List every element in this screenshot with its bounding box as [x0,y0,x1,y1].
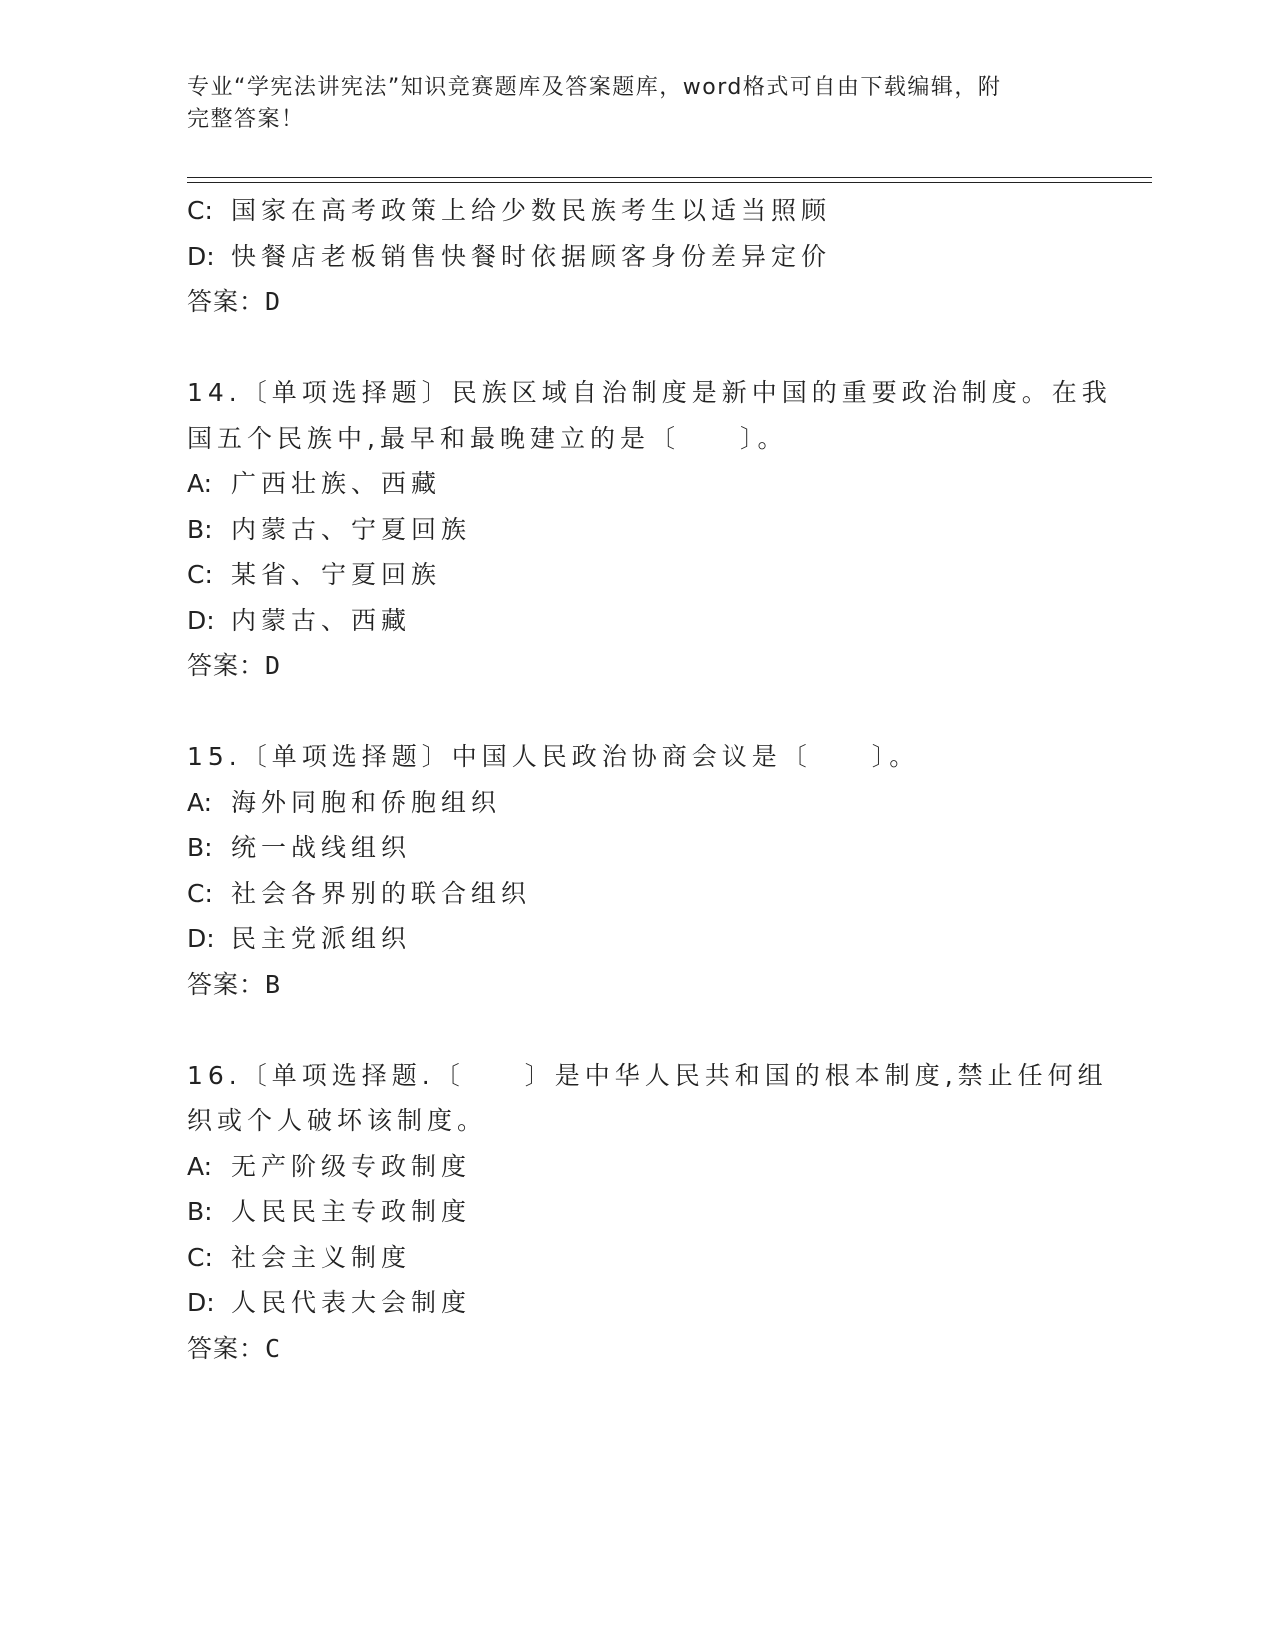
option-b: B: 统一战线组织 [187,833,412,862]
option-c: C: 社会各界别的联合组织 [187,878,532,908]
header-divider-top [187,177,1152,178]
option-b: B: 内蒙古、宁夏回族 [187,514,472,544]
question-stem-cont: 织或个人破坏该制度。 [187,1106,488,1135]
option-d: D: 民主党派组织 [187,924,412,953]
option-d: D: 内蒙古、西藏 [187,605,412,635]
option-c: C: 某省、宁夏回族 [187,560,442,589]
question-15 [187,734,1087,1007]
answer: 答案：D [187,651,282,680]
spacer [187,1007,1087,1053]
answer: 答案：D [187,287,282,316]
option-a: A: 广西壮族、西藏 [187,469,442,498]
document-header [187,72,1087,136]
header-line-1: 专业“学宪法讲宪法”知识竞赛题库及答案题库，word格式可自由下载编辑，附 [187,75,1002,100]
answer: 答案：B [187,969,282,999]
option-d: D: 人民代表大会制度 [187,1288,472,1317]
document-body [187,188,1112,1371]
spacer [187,689,1087,735]
answer: 答案：C [187,1333,282,1363]
option-a: A: 无产阶级专政制度 [187,1151,472,1181]
question-13-tail [187,188,1087,325]
option-a: A: 海外同胞和侨胞组织 [187,787,502,817]
option-d: D: 快餐店老板销售快餐时依据顾客身份差异定价 [187,241,832,271]
option-c: C: 社会主义制度 [187,1242,412,1272]
spacer [187,325,1087,371]
question-stem-cont: 国五个民族中,最早和最晚建立的是〔 〕。 [187,423,788,453]
option-b: B: 人民民主专政制度 [187,1197,472,1226]
question-14 [187,370,1112,689]
question-16 [187,1053,1108,1372]
option-c: C: 国家在高考政策上给少数民族考生以适当照顾 [187,196,832,225]
header-line-2: 完整答案！ [187,107,305,132]
question-stem: 15.〔单项选择题〕中国人民政治协商会议是〔 〕。 [187,742,920,771]
header-divider-bottom [187,182,1152,183]
question-stem: 16.〔单项选择题.〔 〕是中华人民共和国的根本制度,禁止任何组 [187,1060,1108,1090]
question-stem: 14.〔单项选择题〕民族区域自治制度是新中国的重要政治制度。在我 [187,378,1112,407]
